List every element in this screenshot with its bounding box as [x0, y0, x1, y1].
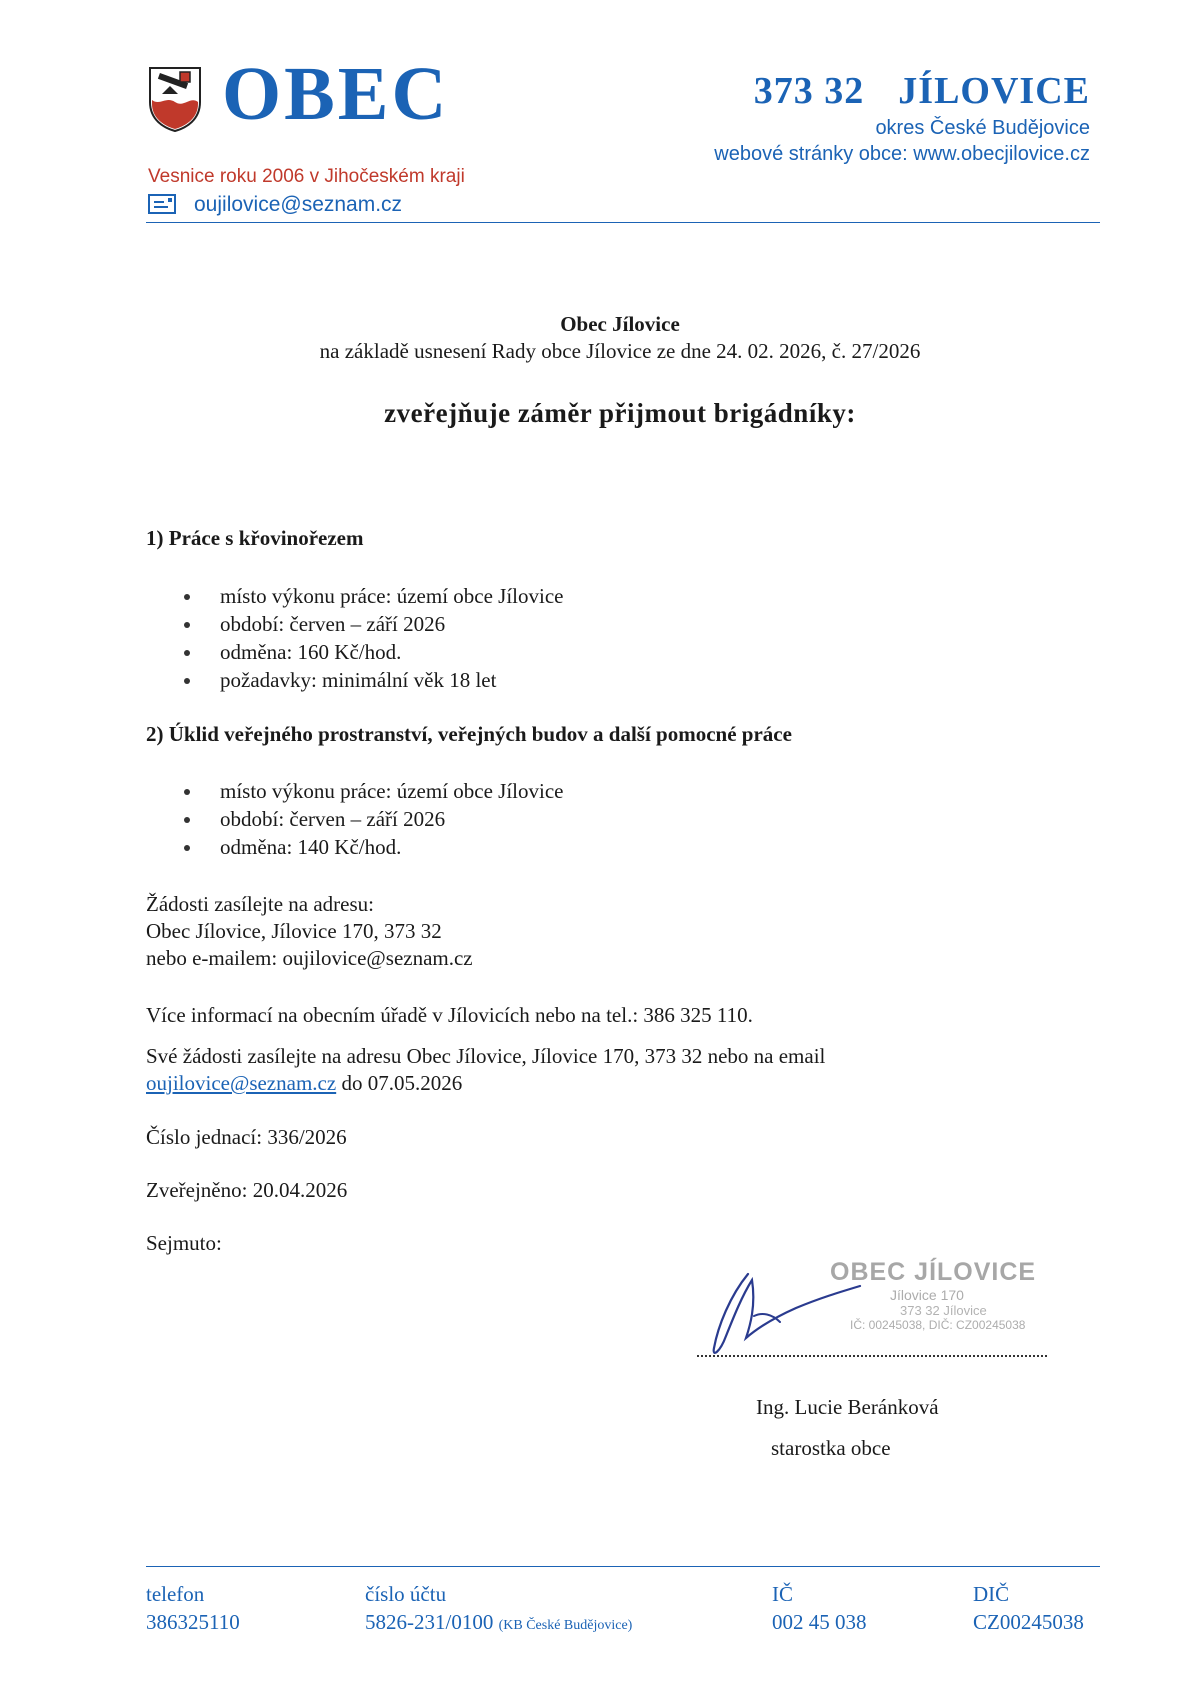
municipal-crest-icon: [148, 66, 202, 132]
signatory-role: starostka obce: [771, 1436, 891, 1460]
postal-code: 373 32: [753, 70, 865, 112]
job-1-list: [184, 582, 564, 694]
village-of-year-tagline: Vesnice roku 2006 v Jihočeském kraji: [148, 166, 465, 187]
footer-dic-value: CZ00245038: [973, 1610, 1084, 1634]
footer-ic-label: IČ: [772, 1582, 793, 1606]
bullet-icon: [184, 650, 190, 656]
send-email-deadline-line: [146, 1071, 462, 1096]
header-email-address[interactable]: oujilovice@seznam.cz: [194, 193, 403, 216]
job-2-list: [184, 777, 564, 861]
job-2-heading: 2) Úklid veřejného prostranství, veřejných budov a další pomocné práce: [146, 722, 792, 746]
notice-headline: zveřejňuje záměr přijmout brigádníky:: [384, 398, 856, 428]
removed-date: Sejmuto:: [146, 1231, 222, 1255]
email-link[interactable]: oujilovice@seznam.cz: [146, 1071, 337, 1095]
handwritten-signature: [700, 1256, 880, 1366]
footer-phone-value[interactable]: 386325110: [146, 1610, 240, 1634]
application-address: Obec Jílovice, Jílovice 170, 373 32: [146, 919, 442, 943]
list-item: [184, 777, 564, 805]
bullet-icon: [184, 817, 190, 823]
list-item: [184, 638, 564, 666]
signatory-name: Ing. Lucie Beránková: [756, 1395, 939, 1419]
website-line[interactable]: webové stránky obce: www.obecjilovice.cz: [714, 143, 1090, 165]
footer-phone-label: telefon: [146, 1582, 205, 1606]
list-item: [184, 805, 564, 833]
notice-resolution: na základě usnesení Rady obce Jílovice ze dne 24. 02. 2026, č. 27/2026: [319, 339, 921, 363]
published-date: Zveřejněno: 20.04.2026: [146, 1178, 348, 1202]
application-intro: Žádosti zasílejte na adresu:: [146, 892, 374, 916]
stamp-address-2: 373 32 Jílovice: [900, 1303, 987, 1318]
deadline-text: do 07.05.2026: [336, 1071, 463, 1095]
district-name: okres České Budějovice: [875, 117, 1090, 139]
list-item-text: místo výkonu práce: území obce Jílovice: [220, 584, 564, 608]
bullet-icon: [184, 845, 190, 851]
reference-number: Číslo jednací: 336/2026: [146, 1125, 347, 1149]
bullet-icon: [184, 678, 190, 684]
footer-ic-value: 002 45 038: [772, 1610, 867, 1634]
list-item-text: období: červen – září 2026: [220, 807, 446, 831]
footer-divider: [146, 1566, 1100, 1567]
list-item: [184, 833, 564, 861]
notice-title: Obec Jílovice: [560, 312, 680, 336]
list-item: [184, 582, 564, 610]
more-info-line: Více informací na obecním úřadě v Jílovicích nebo na tel.: 386 325 110.: [146, 1003, 753, 1027]
bullet-icon: [184, 594, 190, 600]
footer-dic-label: DIČ: [973, 1582, 1010, 1606]
list-item-text: období: červen – září 2026: [220, 612, 446, 636]
account-bank: (KB České Budějovice): [498, 1618, 633, 1633]
bullet-icon: [184, 622, 190, 628]
footer-account-label: číslo účtu: [365, 1582, 447, 1606]
list-item: [184, 610, 564, 638]
signature-line: [697, 1355, 1047, 1357]
stamp-title: OBEC JÍLOVICE: [830, 1258, 1037, 1286]
send-requests-line: Své žádosti zasílejte na adresu Obec Jílovice, Jílovice 170, 373 32 nebo na email: [146, 1044, 826, 1068]
logo-obec-wordmark: OBEC: [222, 52, 450, 136]
town-name: JÍLOVICE: [898, 70, 1090, 112]
town-postal-line: [754, 72, 1090, 110]
header-divider: [146, 222, 1100, 223]
list-item-text: požadavky: minimální věk 18 let: [220, 668, 497, 692]
list-item-text: místo výkonu práce: území obce Jílovice: [220, 779, 564, 803]
list-item-text: odměna: 140 Kč/hod.: [220, 835, 402, 859]
stamp-ids: IČ: 00245038, DIČ: CZ00245038: [850, 1318, 1026, 1332]
list-item-text: odměna: 160 Kč/hod.: [220, 640, 402, 664]
footer-account-value: [365, 1610, 632, 1635]
job-1-heading: 1) Práce s křovinořezem: [146, 526, 364, 550]
list-item: [184, 666, 564, 694]
stamp-address-1: Jílovice 170: [890, 1287, 964, 1303]
envelope-icon: [148, 194, 176, 214]
bullet-icon: [184, 789, 190, 795]
application-email-line: nebo e-mailem: oujilovice@seznam.cz: [146, 946, 473, 970]
account-number: 5826-231/0100: [365, 1610, 494, 1634]
